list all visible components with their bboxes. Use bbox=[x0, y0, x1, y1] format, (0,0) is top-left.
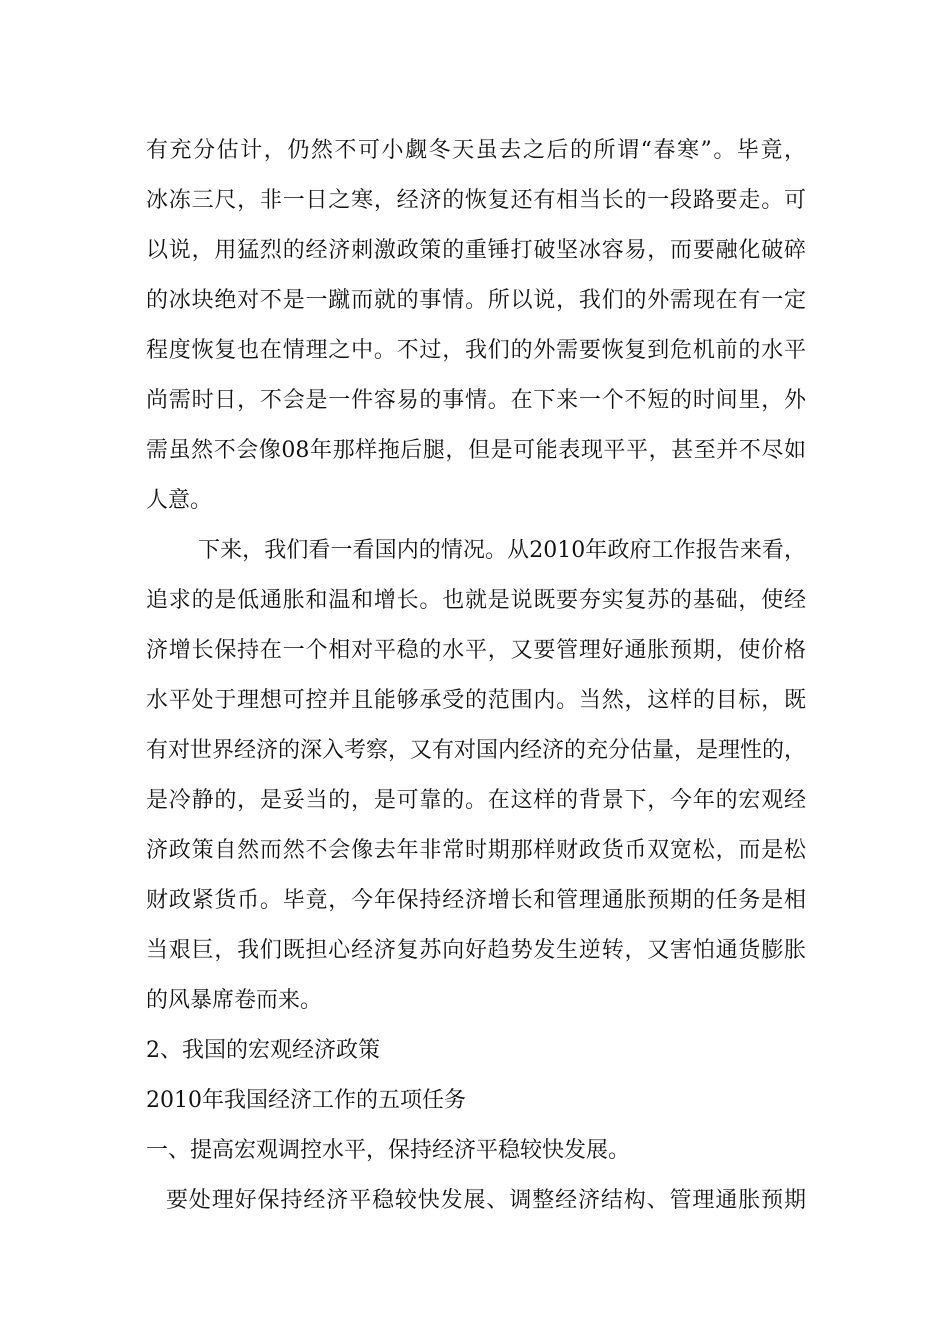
paragraph-line: 是冷静的，是妥当的，是可靠的。在这样的背景下，今年的宏观经 bbox=[146, 788, 806, 813]
tasks-heading: 2010年我国经济工作的五项任务 bbox=[146, 1088, 466, 1113]
paragraph-line: 人意。 bbox=[146, 488, 213, 513]
paragraph-line: 有充分估计，仍然不可小觑冬天虽去之后的所谓“春寒”。毕竟， bbox=[146, 138, 806, 163]
paragraph-line: 济增长保持在一个相对平稳的水平，又要管理好通胀预期，使价格 bbox=[146, 638, 806, 663]
paragraph-line: 要处理好保持经济平稳较快发展、调整经济结构、管理通胀预期 bbox=[166, 1188, 806, 1213]
paragraph-line: 程度恢复也在情理之中。不过，我们的外需要恢复到危机前的水平 bbox=[146, 338, 806, 363]
paragraph-line: 需虽然不会像08年那样拖后腿，但是可能表现平平，甚至并不尽如 bbox=[146, 438, 806, 463]
paragraph-line: 财政紧货币。毕竟，今年保持经济增长和管理通胀预期的任务是相 bbox=[146, 888, 806, 913]
section-heading: 2、我国的宏观经济政策 bbox=[146, 1038, 380, 1063]
paragraph-line: 的风暴席卷而来。 bbox=[146, 988, 323, 1013]
paragraph-line: 尚需时日，不会是一件容易的事情。在下来一个不短的时间里，外 bbox=[146, 388, 806, 413]
task-item-heading: 一、提高宏观调控水平，保持经济平稳较快发展。 bbox=[146, 1138, 631, 1163]
paragraph-line: 下来，我们看一看国内的情况。从2010年政府工作报告来看， bbox=[198, 538, 806, 563]
paragraph-line: 以说，用猛烈的经济刺激政策的重锤打破坚冰容易，而要融化破碎 bbox=[146, 238, 806, 263]
paragraph-line: 冰冻三尺，非一日之寒，经济的恢复还有相当长的一段路要走。可 bbox=[146, 188, 806, 213]
paragraph-line: 济政策自然而然不会像去年非常时期那样财政货币双宽松，而是松 bbox=[146, 838, 806, 863]
paragraph-line: 当艰巨，我们既担心经济复苏向好趋势发生逆转，又害怕通货膨胀 bbox=[146, 938, 806, 963]
paragraph-line: 水平处于理想可控并且能够承受的范围内。当然，这样的目标，既 bbox=[146, 688, 806, 713]
paragraph-line: 有对世界经济的深入考察，又有对国内经济的充分估量，是理性的， bbox=[146, 738, 807, 763]
paragraph-line: 的冰块绝对不是一蹴而就的事情。所以说，我们的外需现在有一定 bbox=[146, 288, 806, 313]
paragraph-line: 追求的是低通胀和温和增长。也就是说既要夯实复苏的基础，使经 bbox=[146, 588, 806, 613]
